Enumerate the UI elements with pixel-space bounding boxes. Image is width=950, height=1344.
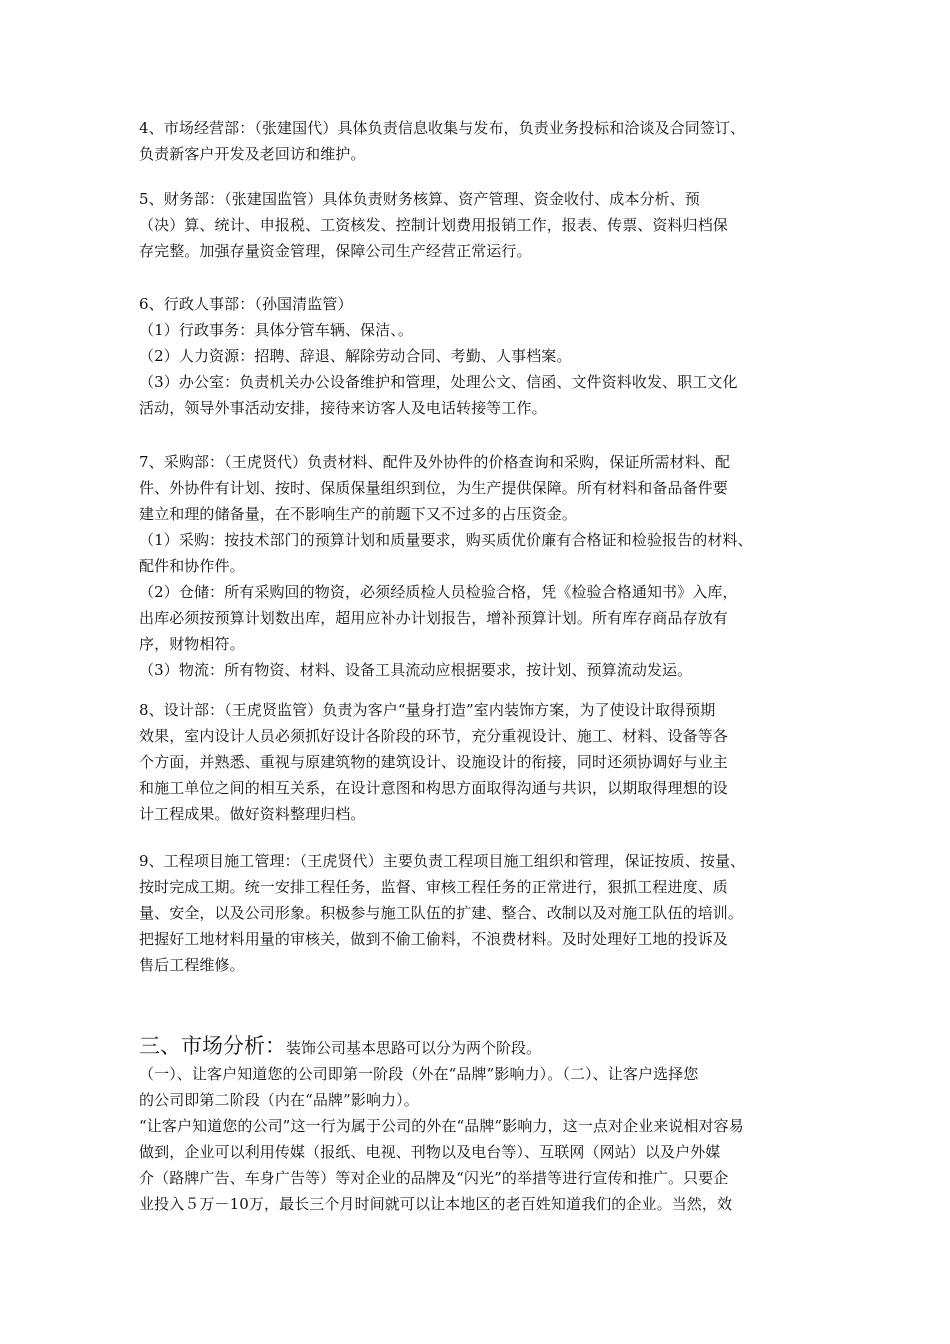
paragraph-line: 量、安全，以及公司形象。积极参与施工队伍的扩建、整合、改制以及对施工队伍的培训。 (139, 904, 744, 922)
paragraph-line: 7、采购部：（王虎贤代）负责材料、配件及外协件的价格查询和采购，保证所需材料、配 (139, 453, 731, 471)
section-market-analysis (139, 1033, 829, 1217)
paragraph-line: 按时完成工期。统一安排工程任务，监督、审核工程任务的正常进行，狠抓工程进度、质 (139, 878, 728, 896)
paragraph-line: 5、财务部：（张建国监管）具体负责财务核算、资产管理、资金收付、成本分析、预 (139, 190, 700, 208)
paragraph-line: 配件和协作件。 (139, 557, 245, 575)
paragraph-line: 介（路牌广告、车身广告等）等对企业的品牌及“闪光”的举措等进行宣传和推广。只要企 (139, 1169, 729, 1187)
section-admin-hr-dept (139, 291, 829, 421)
paragraph-line: 和施工单位之间的相互关系，在设计意图和构思方面取得沟通与共识，以期取得理想的设 (139, 779, 728, 797)
paragraph-line: 计工程成果。做好资料整理归档。 (139, 805, 366, 823)
market-heading: 三、市场分析： (139, 1034, 286, 1058)
paragraph-line: 出库必须按预算计划数出库，超用应补办计划报告，增补预算计划。所有库存商品存放有 (139, 609, 728, 627)
paragraph-line: 存完整。加强存量资金管理，保障公司生产经营正常运行。 (139, 242, 532, 260)
paragraph-line: 业投入５万－10万，最长三个月时间就可以让本地区的老百姓知道我们的企业。当然，效 (139, 1195, 733, 1213)
section-purchasing-dept (139, 449, 829, 683)
paragraph-line: 建立和理的储备量，在不影响生产的前题下又不过多的占压资金。 (139, 505, 577, 523)
paragraph-line: 效果，室内设计人员必须抓好设计各阶段的环节，充分重视设计、施工、材料、设备等各 (139, 727, 728, 745)
paragraph-line: 个方面，并熟悉、重视与原建筑物的建筑设计、设施设计的衔接，同时还须协调好与业主 (139, 753, 728, 771)
paragraph-line: 活动，领导外事活动安排，接待来访客人及电话转接等工作。 (139, 399, 547, 417)
paragraph-line: 9、工程项目施工管理：（王虎贤代）主要负责工程项目施工组织和管理，保证按质、按量、 (139, 852, 746, 870)
market-heading-tail: 装饰公司基本思路可以分为两个阶段。 (286, 1039, 542, 1057)
market-heading-line (139, 1033, 829, 1061)
paragraph-line: 6、行政人事部：（孙国清监管） (139, 295, 353, 313)
paragraph-line: （1）行政事务：具体分管车辆、保洁、。 (139, 321, 413, 339)
paragraph-line: 件、外协件有计划、按时、保质保量组织到位，为生产提供保障。所有材料和备品备件要 (139, 479, 728, 497)
paragraph-line: （1）采购：按技术部门的预算计划和质量要求，购买质优价廉有合格证和检验报告的材料、 (139, 531, 753, 549)
paragraph-line: （一）、让客户知道您的公司即第一阶段（外在“品牌”影响力）。（二）、让客户选择您 (139, 1065, 699, 1083)
paragraph-line: 做到，企业可以利用传媒（报纸、电视、刊物以及电台等）、互联网（网站）以及户外媒 (139, 1143, 721, 1161)
paragraph-line: “让客户知道您的公司”这一行为属于公司的外在“品牌”影响力，这一点对企业来说相对容易 (139, 1117, 744, 1135)
section-construction-mgmt (139, 848, 829, 978)
paragraph-line: 把握好工地材料用量的审核关，做到不偷工偷料，不浪费材料。及时处理好工地的投诉及 (139, 930, 728, 948)
paragraph-line: （3）办公室：负责机关办公设备维护和管理，处理公文、信函、文件资料收发、职工文化 (139, 373, 738, 391)
section-design-dept (139, 697, 829, 827)
paragraph-line: （2）人力资源：招聘、辞退、解除劳动合同、考勤、人事档案。 (139, 347, 572, 365)
paragraph-line: 负责新客户开发及老回访和维护。 (139, 145, 366, 163)
paragraph-line: 4、市场经营部：（张建国代）具体负责信息收集与发布，负责业务投标和洽谈及合同签订、 (139, 119, 746, 137)
section-marketing-dept (139, 115, 829, 167)
paragraph-line: 的公司即第二阶段（内在“品牌”影响力）。 (139, 1091, 419, 1109)
paragraph-line: 8、设计部：（王虎贤监管）负责为客户“量身打造”室内装饰方案，为了使设计取得预期 (139, 701, 716, 719)
paragraph-line: （2）仓储：所有采购回的物资，必须经质检人员检验合格，凭《检验合格通知书》入库， (139, 583, 738, 601)
paragraph-line: 序，财物相符。 (139, 635, 245, 653)
paragraph-line: 售后工程维修。 (139, 956, 245, 974)
paragraph-line: （3）物流：所有物资、材料、设备工具流动应根据要求，按计划、预算流动发运。 (139, 661, 693, 679)
section-finance-dept (139, 186, 829, 264)
paragraph-line: （决）算、统计、申报税、工资核发、控制计划费用报销工作，报表、传票、资料归档保 (139, 216, 728, 234)
